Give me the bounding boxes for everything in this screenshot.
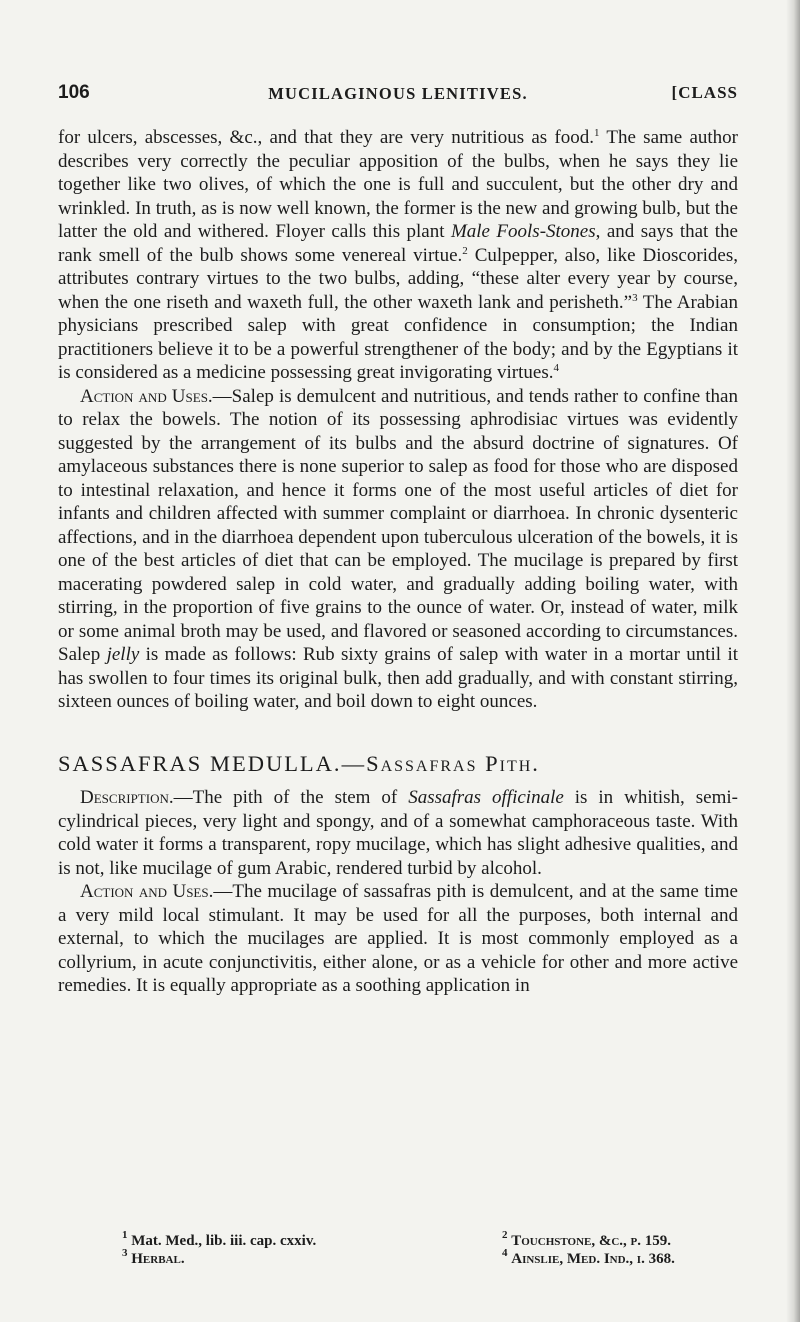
footnote bbox=[502, 1247, 675, 1268]
footnote-mark: 1 bbox=[122, 1229, 128, 1241]
paragraph-text: Culpepper, also, like Dioscorides, attributes contrary virtues to the two bulbs, adding, “these alter every year by course, when the one riseth and waxeth full, the other waxeth lank and perisheth.” bbox=[58, 244, 739, 313]
footnote bbox=[122, 1229, 317, 1250]
footnote-ref: 2 bbox=[462, 244, 468, 257]
running-class-label: [CLASS bbox=[671, 83, 738, 102]
heading-main: SASSAFRAS MEDULLA. bbox=[58, 750, 342, 776]
page-edge-shadow bbox=[786, 0, 800, 1322]
paragraph-text: for ulcers, abscesses, &c., and that they are very nutritious as food. bbox=[58, 127, 594, 148]
salep-history-paragraph bbox=[58, 126, 738, 385]
footnote-text: Herbal. bbox=[131, 1251, 185, 1267]
footnotes bbox=[122, 1229, 722, 1268]
footnote-ref: 1 bbox=[594, 127, 600, 139]
paragraph-text: The Arabian physicians prescribed salep with great confidence in consumption; the Indian practitioners believe it to be a powerful strengthener of the body; and by the Egyptians it is considered as a medicine possessing great invigorating virtues. bbox=[58, 291, 738, 383]
footnote-ref: 4 bbox=[553, 362, 559, 374]
footnote bbox=[502, 1229, 672, 1250]
paragraph-text: —Salep is demulcent and nutritious, and tends rather to confine than to relax the bowels. The notion of its possessing aphrodisiac virtues was evidently suggested by the arrangement of its bulbs and the absurd doctrine of signatures. Of amylaceous substances there is none superior to salep as food for those who are disposed to intestinal relaxation, and hence it forms one of the most useful articles of diet for infants and children affected with summer complaint or diarrhoea. In chronic dysenteric affections, and in the diarrhoea dependent upon tuberculous ulceration of the bowels, it is one of the best articles of diet that can be employed. The mucilage is prepared by first macerating powdered salep in cold water, and gradually adding boiling water, with stirring, in the proportion of five grains to the ounce of water. Or, instead of water, milk or some animal broth may be used, and flavored or seasoned according to circumstances. Salep bbox=[58, 385, 738, 665]
paragraph-text: is made as follows: Rub sixty grains of salep with water in a mortar until it has swollen to four times its original bulk, then add gradually, and with constant stirring, sixteen ounces of boiling water, and boil down to eight ounces. bbox=[58, 644, 738, 712]
section-subheading: Description. bbox=[80, 787, 174, 808]
footnote-text: Ainslie, Med. Ind., i. 368. bbox=[511, 1251, 675, 1267]
salep-action-paragraph bbox=[58, 385, 738, 714]
footnote bbox=[122, 1247, 185, 1268]
footnote-text: Touchstone, &c., p. 159. bbox=[511, 1233, 672, 1249]
sassafras-heading bbox=[58, 752, 738, 776]
page-number: 106 bbox=[58, 82, 90, 103]
plant-name: Male Fools-Stones bbox=[450, 221, 596, 242]
section-subheading: Action and Uses. bbox=[80, 881, 214, 902]
paragraph-text: , and says that the rank smell of the bulb shows some venereal virtue. bbox=[58, 221, 738, 266]
heading-sub: —Sassafras Pith. bbox=[341, 750, 540, 776]
footnote-row bbox=[122, 1247, 722, 1268]
footnote-row bbox=[122, 1229, 722, 1250]
paragraph-text: —The mucilage of sassafras pith is demulcent, and at the same time a very mild local stimulant. It may be used for all the purposes, both internal and external, to which the mucilages are applied. It is most commonly employed as a collyrium, in acute conjunctivitis, either alone, or as a vehicle for other and more active remedies. It is equally appropriate as a soothing application in bbox=[58, 881, 738, 996]
emphasis-term: jelly bbox=[106, 644, 140, 665]
footnote-mark: 3 bbox=[122, 1247, 128, 1259]
page-body bbox=[58, 126, 738, 998]
running-header bbox=[58, 82, 738, 112]
footnote-mark: 2 bbox=[502, 1229, 508, 1241]
running-title: MUCILAGINOUS LENITIVES. bbox=[268, 84, 528, 103]
sassafras-action-paragraph bbox=[58, 880, 738, 998]
footnote-mark: 4 bbox=[502, 1247, 508, 1259]
section-subheading: Action and Uses. bbox=[80, 385, 213, 407]
sassafras-description-paragraph bbox=[58, 786, 738, 880]
footnote-ref: 3 bbox=[632, 291, 638, 304]
footnote-text: Mat. Med., lib. iii. cap. cxxiv. bbox=[131, 1233, 317, 1249]
species-name: Sassafras officinale bbox=[408, 787, 564, 808]
paragraph-text: is in whitish, semi-cylindrical pieces, very light and spongy, and of a somewhat camphoraceous taste. With cold water it forms a transparent, ropy mucilage, which has slight adhesive qualities, and is not, like mucilage of gum Arabic, rendered turbid by alcohol. bbox=[58, 787, 738, 879]
paragraph-text: —The pith of the stem of bbox=[173, 787, 409, 808]
paragraph-text: The same author describes very correctly the peculiar apposition of the bulbs, when he says they lie together like two olives, of which the one is full and succulent, but the other dry and wrinkled. In truth, as is now well known, the former is the new and growing bulb, but the latter the old and withered. Floyer calls this plant bbox=[58, 127, 738, 242]
